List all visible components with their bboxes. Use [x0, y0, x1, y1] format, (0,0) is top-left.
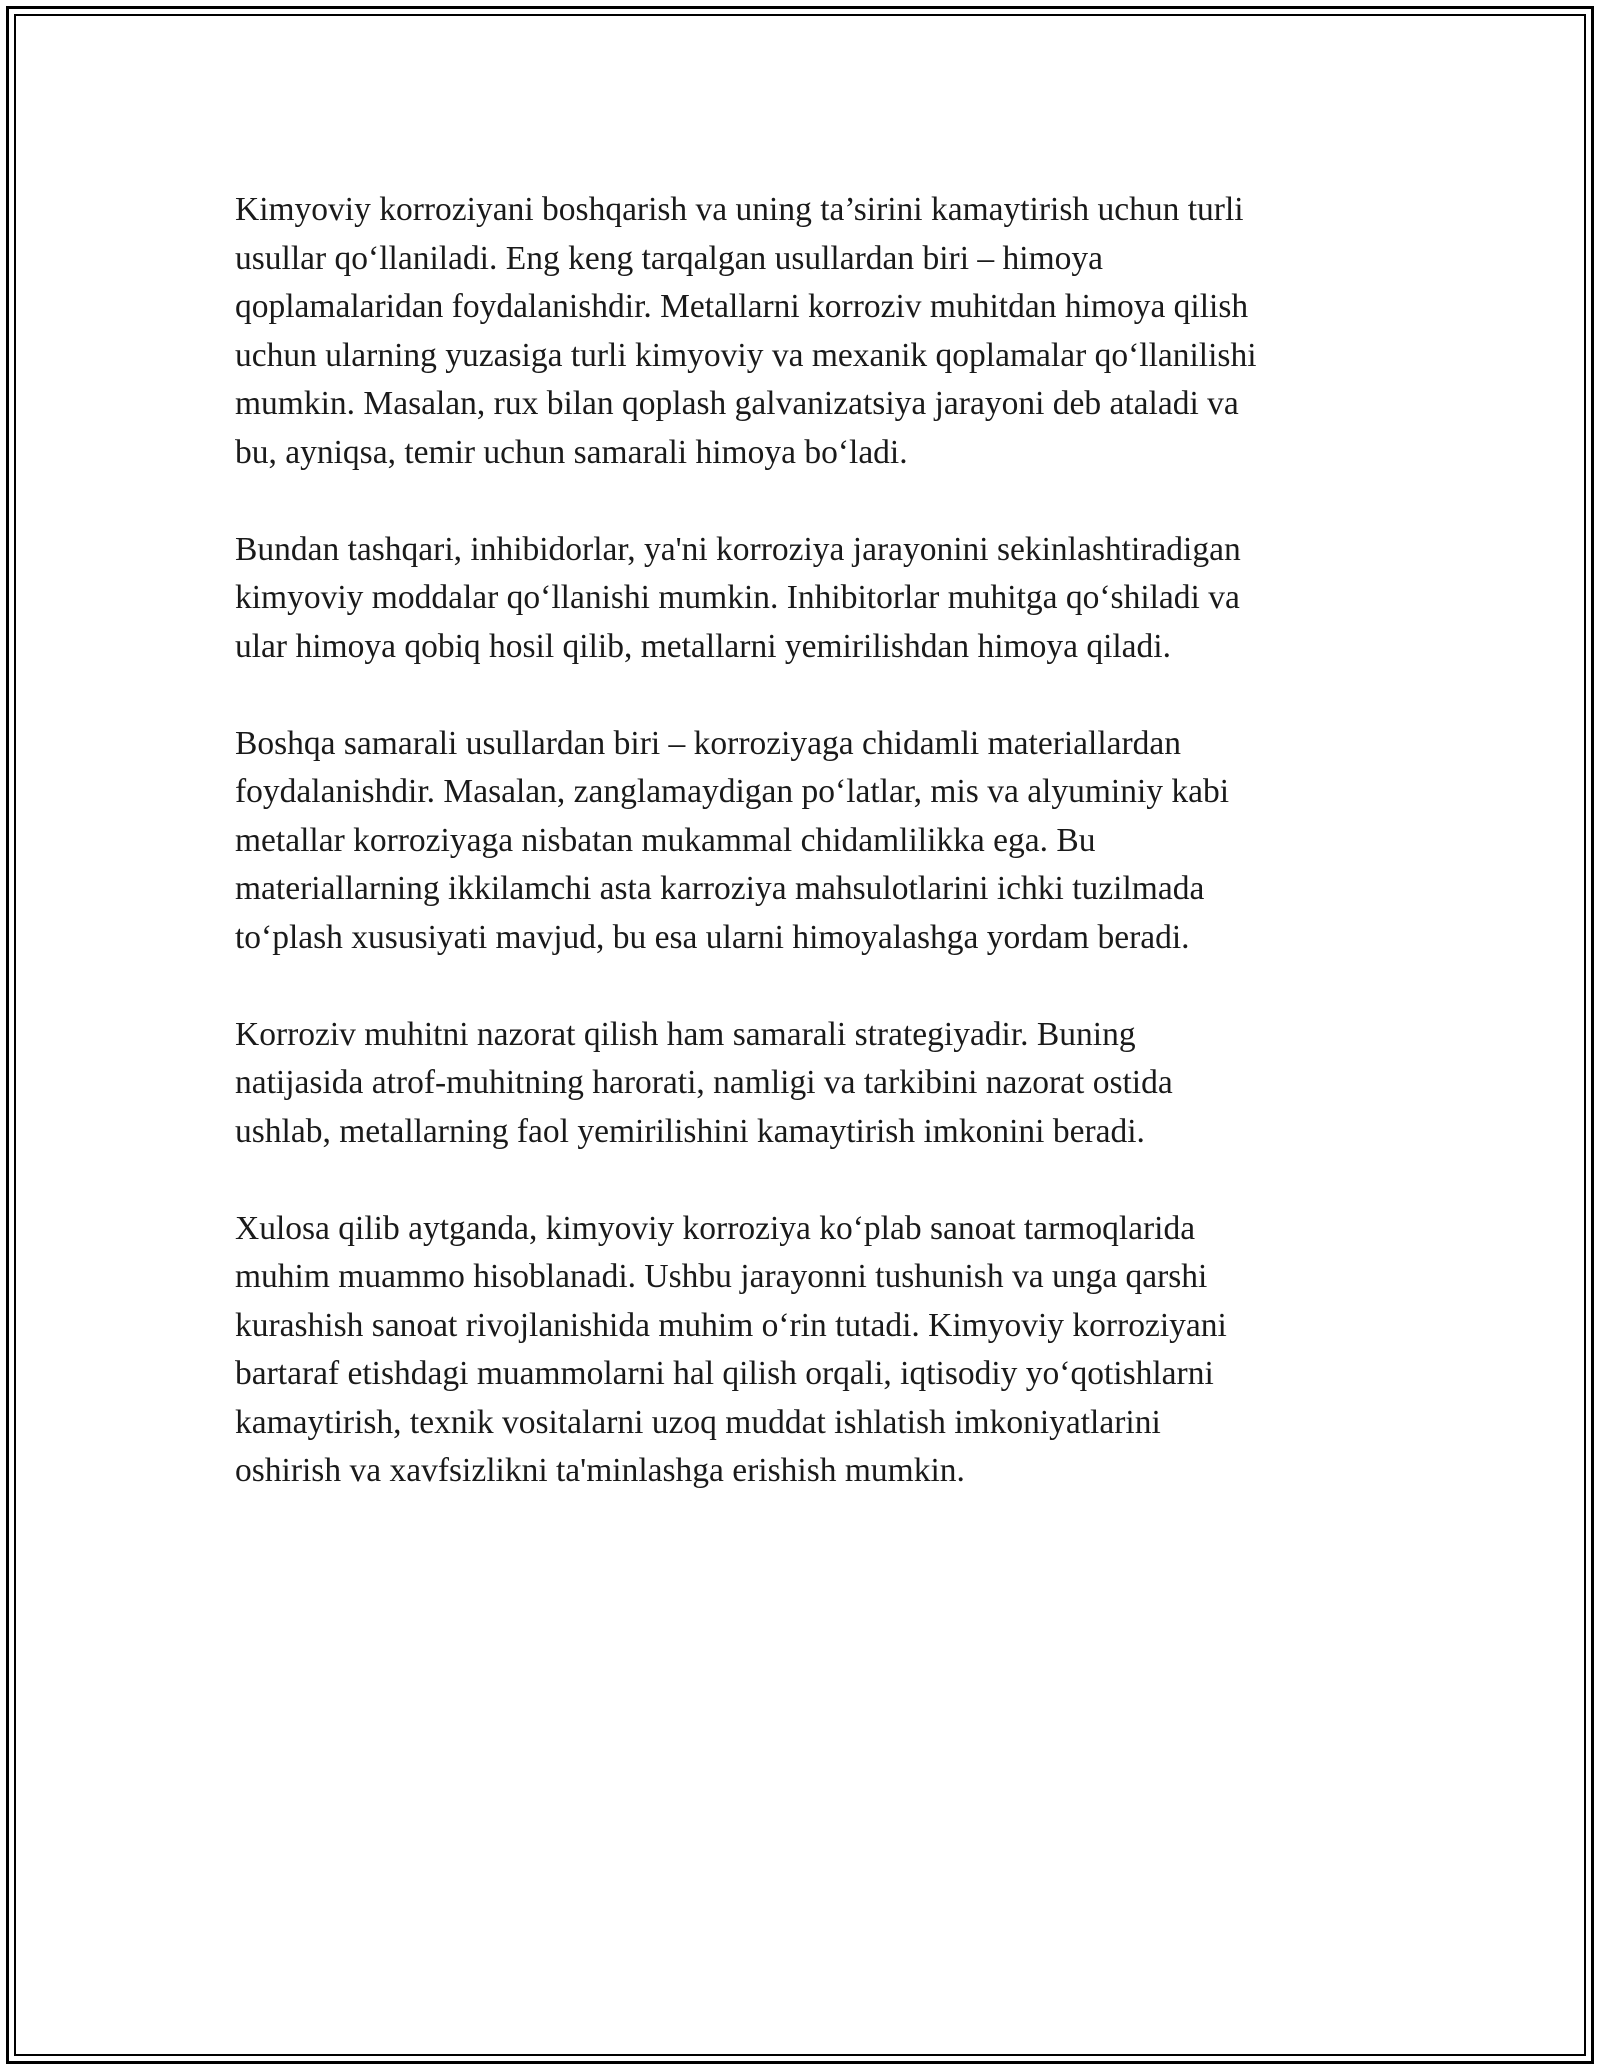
paragraph-1: [235, 186, 1375, 477]
text-line: Xulosa qilib aytganda, kimyoviy korroziya ko‘plab sanoat tarmoqlarida: [235, 1209, 1196, 1247]
text-line: materiallarning ikkilamchi asta karroziya mahsulotlarini ichki tuzilmada: [235, 870, 1205, 907]
text-line: muhim muammo hisoblanadi. Ushbu jarayonni tushunish va unga qarshi: [235, 1258, 1208, 1295]
text-line: mumkin. Masalan, rux bilan qoplash galvanizatsiya jarayoni deb ataladi va: [235, 385, 1239, 422]
text-line: oshirish va xavfsizlikni ta'minlashga erishish mumkin.: [235, 1452, 965, 1489]
text-line: to‘plash xususiyati mavjud, bu esa ularni himoyalashga yordam beradi.: [235, 918, 1190, 956]
text-line: qoplamalaridan foydalanishdir. Metallarni korroziv muhitdan himoya qilish: [235, 288, 1249, 325]
text-line: uchun ularning yuzasiga turli kimyoviy va mexanik qoplamalar qo‘llanilishi: [235, 336, 1257, 374]
text-line: bartaraf etishdagi muammolarni hal qilish orqali, iqtisodiy yo‘qotishlarni: [235, 1355, 1214, 1392]
text-line: Bundan tashqari, inhibidorlar, ya'ni korroziya jarayonini sekinlashtiradigan: [235, 530, 1241, 568]
text-line: usullar qo‘llaniladi. Eng keng tarqalgan usullardan biri – himoya: [235, 239, 1103, 277]
text-line: natijasida atrof-muhitning harorati, namligi va tarkibini nazorat ostida: [235, 1064, 1173, 1101]
text-line: kimyoviy moddalar qo‘llanishi mumkin. Inhibitorlar muhitga qo‘shiladi va: [235, 579, 1240, 616]
paragraph-5: [235, 1205, 1375, 1496]
text-line: ular himoya qobiq hosil qilib, metallarni yemirilishdan himoya qiladi.: [235, 627, 1171, 665]
paragraph-4: [235, 1011, 1375, 1157]
text-line: Kimyoviy korroziyani boshqarish va uning ta’sirini kamaytirish uchun turli: [235, 191, 1244, 228]
text-line: bu, ayniqsa, temir uchun samarali himoya bo‘ladi.: [235, 433, 908, 471]
text-line: kurashish sanoat rivojlanishida muhim o‘rin tutadi. Kimyoviy korroziyani: [235, 1306, 1227, 1344]
text-line: Boshqa samarali usullardan biri – korroziyaga chidamli materiallardan: [235, 724, 1182, 762]
text-line: ushlab, metallarning faol yemirilishini kamaytirish imkonini beradi.: [235, 1112, 1145, 1150]
text-line: metallar korroziyaga nisbatan mukammal chidamlilikka ega. Bu: [235, 821, 1096, 859]
text-line: Korroziv muhitni nazorat qilish ham samarali strategiyadir. Buning: [235, 1015, 1136, 1053]
document-body: [235, 186, 1375, 1544]
text-line: foydalanishdir. Masalan, zanglamaydigan po‘latlar, mis va alyuminiy kabi: [235, 773, 1230, 810]
paragraph-2: [235, 526, 1375, 672]
paragraph-3: [235, 720, 1375, 963]
text-line: kamaytirish, texnik vositalarni uzoq muddat ishlatish imkoniyatlarini: [235, 1403, 1161, 1441]
